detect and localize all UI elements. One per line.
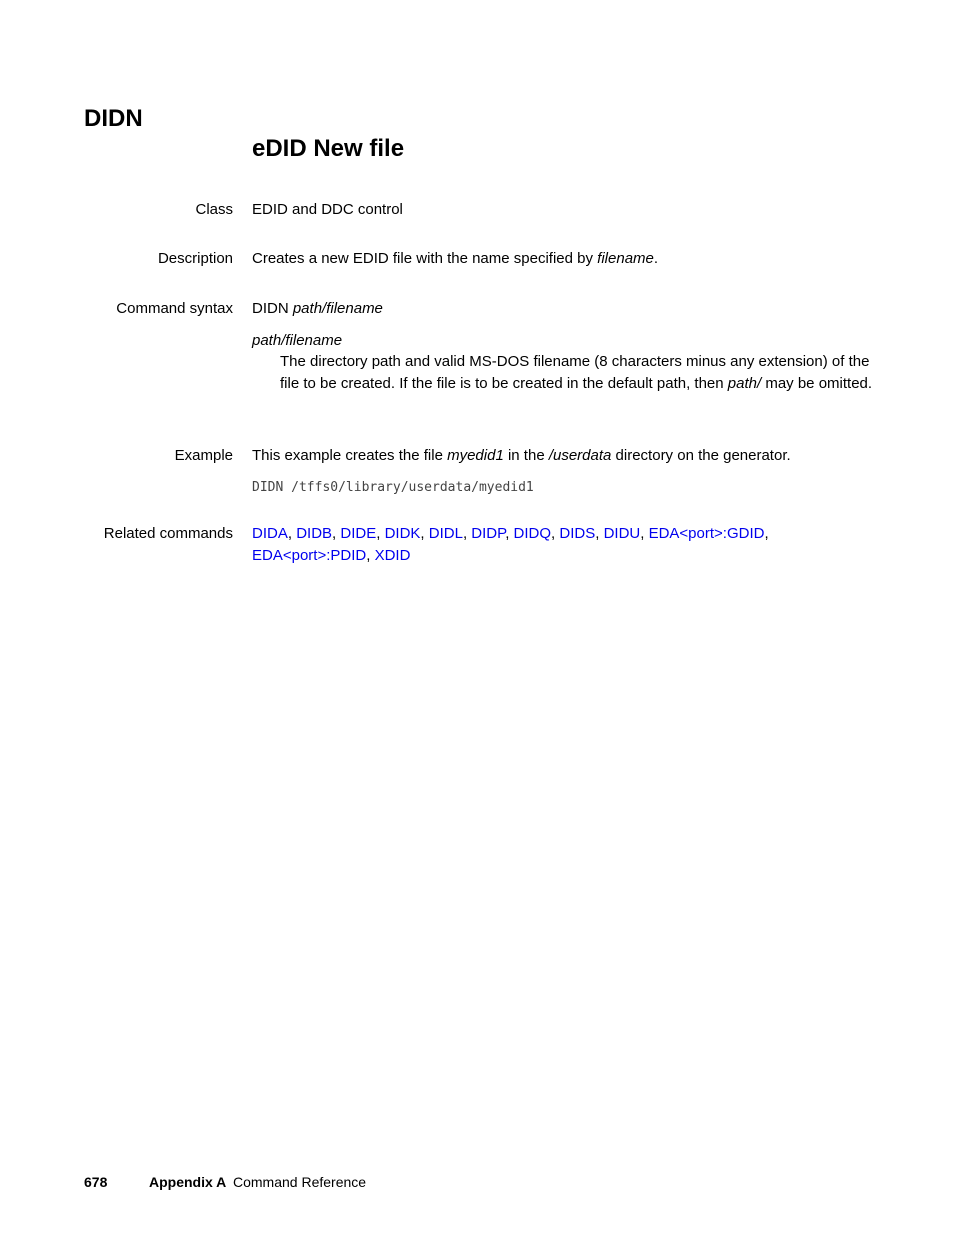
related-label: Related commands xyxy=(103,525,233,542)
link-didu[interactable]: DIDU xyxy=(603,525,641,542)
link-separator: , xyxy=(595,525,604,542)
example-label: Example xyxy=(174,447,233,464)
syntax-command: DIDN xyxy=(252,300,293,317)
link-separator: , xyxy=(462,525,472,542)
link-separator: , xyxy=(640,525,649,542)
link-dida[interactable]: DIDA xyxy=(252,525,288,542)
param-name xyxy=(252,330,342,352)
param-desc-italic: path/ xyxy=(727,375,762,392)
link-didb[interactable]: DIDB xyxy=(296,525,333,542)
link-separator: , xyxy=(287,525,297,542)
link-didq[interactable]: DIDQ xyxy=(513,525,552,542)
example-italic-1: myedid1 xyxy=(447,447,504,464)
class-value: EDID and DDC control xyxy=(252,201,403,218)
link-dids[interactable]: DIDS xyxy=(559,525,596,542)
description-text-part: Creates a new EDID file with the name specified by xyxy=(252,250,598,267)
param-desc-part2: may be omitted. xyxy=(761,375,873,392)
link-separator: , xyxy=(551,525,560,542)
example-code: DIDN /tffs0/library/userdata/myedid1 xyxy=(252,480,534,495)
description-italic: filename xyxy=(597,250,654,267)
link-separator: , xyxy=(366,547,375,564)
example-text-1: This example creates the file xyxy=(252,447,448,464)
related-links-line-1 xyxy=(252,523,769,545)
footer-section-title: Command Reference xyxy=(233,1174,367,1190)
link-didl[interactable]: DIDL xyxy=(428,525,463,542)
example-text-2: in the xyxy=(503,447,549,464)
link-separator: , xyxy=(376,525,385,542)
param-desc-part1: The directory path and valid MS-DOS filename (8 characters minus any extension) of the file to be created. If the file is to be created in the default path, then xyxy=(280,353,870,392)
syntax-line xyxy=(252,298,383,320)
description-label: Description xyxy=(157,250,233,267)
related-links-line-2 xyxy=(252,545,410,567)
syntax-argument: path/filename xyxy=(292,300,383,317)
param-name-text: path/filename xyxy=(252,332,343,349)
example-italic-2: /userdata xyxy=(548,447,612,464)
link-eda-pdid[interactable]: EDA<port>:PDID xyxy=(252,547,367,564)
example-text xyxy=(252,445,791,467)
class-label: Class xyxy=(195,201,233,218)
example-text-3: directory on the generator. xyxy=(611,447,791,464)
link-separator: , xyxy=(420,525,429,542)
link-didp[interactable]: DIDP xyxy=(471,525,506,542)
footer-section: Appendix A xyxy=(149,1174,227,1190)
link-xdid[interactable]: XDID xyxy=(374,547,411,564)
description-text-end: . xyxy=(653,250,659,267)
description-text xyxy=(252,248,658,270)
command-name: DIDN xyxy=(84,105,143,132)
link-separator: , xyxy=(505,525,514,542)
link-didk[interactable]: DIDK xyxy=(384,525,421,542)
page-title: eDID New file xyxy=(252,135,405,162)
link-eda-gdid[interactable]: EDA<port>:GDID xyxy=(648,525,765,542)
syntax-label: Command syntax xyxy=(116,300,233,317)
page-number: 678 xyxy=(84,1174,108,1190)
param-description xyxy=(280,351,880,395)
link-separator: , xyxy=(332,525,341,542)
link-dide[interactable]: DIDE xyxy=(340,525,377,542)
link-separator: , xyxy=(764,525,769,542)
